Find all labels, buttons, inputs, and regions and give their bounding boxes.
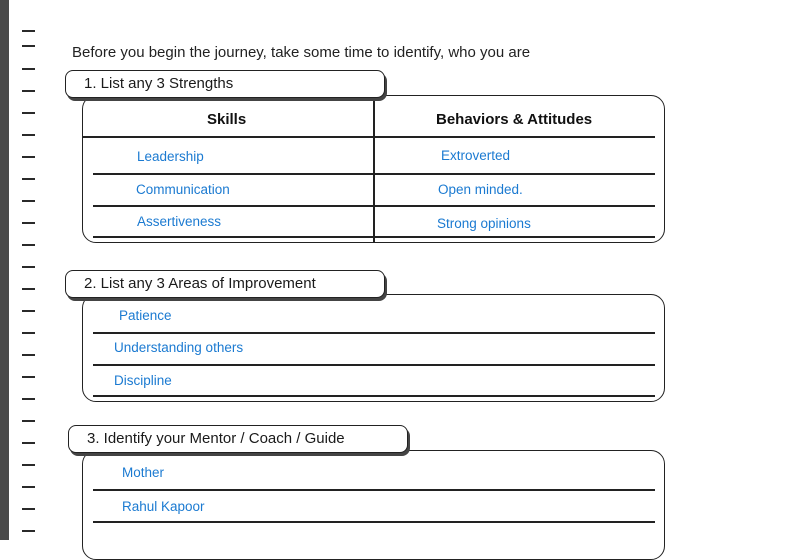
improvement-box	[82, 294, 665, 402]
binding-mark	[22, 266, 35, 268]
binding-mark	[22, 332, 35, 334]
column-divider	[373, 96, 375, 242]
improvement-entry[interactable]: Patience	[119, 308, 172, 323]
binding-mark	[22, 134, 35, 136]
notebook-binding	[22, 0, 36, 540]
write-line	[93, 332, 655, 334]
write-line	[93, 521, 655, 523]
binding-mark	[22, 486, 35, 488]
write-line	[93, 173, 655, 175]
page-edge-strip	[0, 0, 9, 540]
binding-mark	[22, 30, 35, 32]
binding-mark	[22, 244, 35, 246]
binding-mark	[22, 420, 35, 422]
behavior-entry[interactable]: Strong opinions	[437, 216, 531, 231]
binding-mark	[22, 156, 35, 158]
write-line	[93, 395, 655, 397]
binding-mark	[22, 376, 35, 378]
mentor-box	[82, 450, 665, 560]
intro-text: Before you begin the journey, take some time to identify, who you are	[72, 44, 531, 61]
behavior-entry[interactable]: Open minded.	[438, 182, 523, 197]
binding-mark	[22, 222, 35, 224]
binding-mark	[22, 112, 35, 114]
binding-mark	[22, 45, 35, 47]
mentor-entry[interactable]: Mother	[122, 465, 165, 480]
binding-mark	[22, 68, 35, 70]
strengths-table	[82, 95, 665, 243]
binding-mark	[22, 310, 35, 312]
binding-mark	[22, 90, 35, 92]
skill-entry[interactable]: Leadership	[137, 149, 204, 164]
binding-mark	[22, 178, 35, 180]
binding-mark	[22, 530, 35, 532]
skill-entry[interactable]: Assertiveness	[137, 214, 222, 229]
write-line	[93, 205, 655, 207]
section-mentor-title: 3. Identify your Mentor / Coach / Guide	[68, 425, 408, 453]
header-underline	[83, 136, 655, 138]
binding-mark	[22, 354, 35, 356]
behavior-entry[interactable]: Extroverted	[441, 148, 511, 163]
skill-entry[interactable]: Communication	[136, 182, 230, 197]
binding-mark	[22, 398, 35, 400]
section-strengths-title: 1. List any 3 Strengths	[65, 70, 385, 98]
write-line	[93, 236, 655, 238]
binding-mark	[22, 442, 35, 444]
improvement-entry[interactable]: Understanding others	[114, 340, 244, 355]
improvement-entry[interactable]: Discipline	[114, 373, 172, 388]
skills-header: Skills	[207, 111, 247, 128]
behaviors-header: Behaviors & Attitudes	[436, 111, 593, 128]
binding-mark	[22, 508, 35, 510]
write-line	[93, 364, 655, 366]
binding-mark	[22, 288, 35, 290]
write-line	[93, 489, 655, 491]
mentor-entry[interactable]: Rahul Kapoor	[122, 499, 205, 514]
binding-mark	[22, 464, 35, 466]
section-improvement-title: 2. List any 3 Areas of Improvement	[65, 270, 385, 298]
binding-mark	[22, 200, 35, 202]
